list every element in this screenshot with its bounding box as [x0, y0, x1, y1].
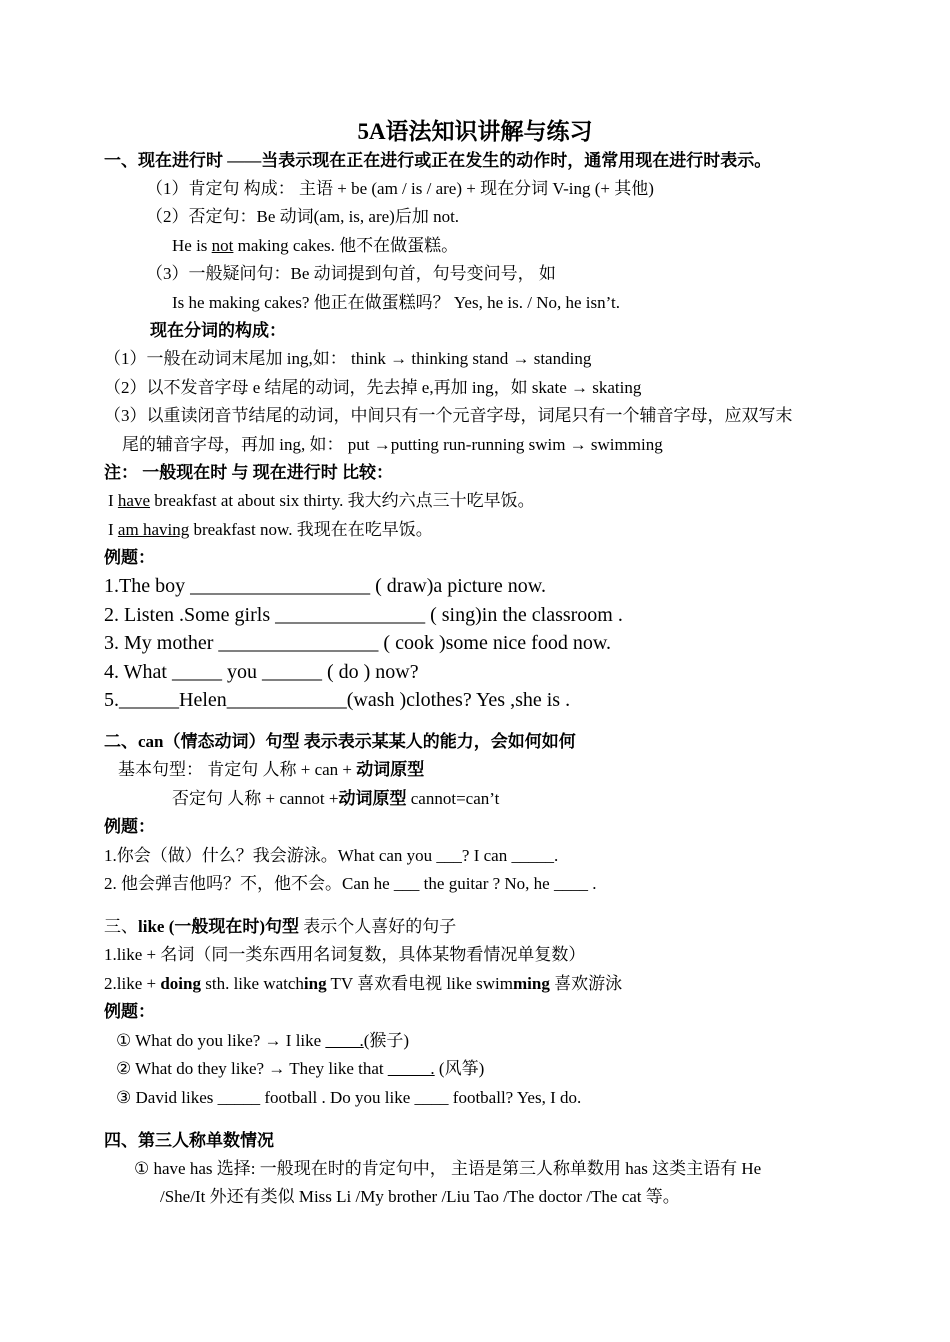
section2-heading: 二、can（情态动词）句型 表示表示某某人的能力，会如何如何 [104, 732, 576, 751]
examples-label-3: 例题： [104, 1002, 155, 1021]
negative-example: He is not making cakes. 他不在做蛋糕。 [172, 236, 459, 255]
like-exercise-3: ③ David likes _____ football . Do you like ____ football? Yes, I do. [116, 1088, 582, 1107]
can-exercise-1: 1.你会（做）什么？我会游泳。What can you ___? I can _____. [104, 846, 559, 865]
participle-rule-3b: 尾的辅音字母，再加 ing, 如： put →putting run-running swim → swimming [122, 435, 663, 454]
participle-rule-3a: （3）以重读闭音节结尾的动词，中间只有一个元音字母，词尾只有一个辅音字母，应双写末 [104, 406, 793, 425]
participle-rule-1: （1）一般在动词末尾加 ing,如： think → thinking stand → standing [104, 349, 592, 368]
participle-rule-2: （2）以不发音字母 e 结尾的动词，先去掉 e,再加 ing，如 skate → skating [104, 378, 642, 397]
examples-label-1: 例题： [104, 548, 155, 567]
like-rule-2: 2.like + doing sth. like watching TV 喜欢看电视 like swimming 喜欢游泳 [104, 974, 623, 993]
page-title: 5A语法知识讲解与练习 [357, 119, 593, 144]
examples-label-2: 例题： [104, 817, 155, 836]
compare-example-1: I have breakfast at about six thirty. 我大约六点三十吃早饭。 [108, 491, 535, 510]
can-negative-pattern: 否定句 人称 + cannot +动词原型 cannot=can’t [172, 789, 500, 808]
exercise-4: 4. What _____ you ______ ( do ) now? [104, 661, 419, 683]
exercise-2: 2. Listen .Some girls _______________ ( sing)in the classroom . [104, 604, 623, 626]
question-example: Is he making cakes? 他正在做蛋糕吗？ Yes, he is. / No, he isn’t. [172, 293, 620, 312]
section1-heading: 一、现在进行时 ——当表示现在正在进行或正在发生的动作时，通常用现在进行时表示。 [104, 151, 772, 170]
participle-heading: 现在分词的构成： [150, 321, 286, 340]
exercise-3: 3. My mother ________________ ( cook )some nice food now. [104, 632, 611, 654]
third-person-rule-1: ① have has 选择: 一般现在时的肯定句中， 主语是第三人称单数用 has 这类主语有 He [134, 1159, 762, 1178]
exercise-1: 1.The boy __________________ ( draw)a picture now. [104, 575, 546, 597]
section3-heading: 三、like (一般现在时)句型 表示个人喜好的句子 [104, 917, 457, 936]
section4-heading: 四、第三人称单数情况 [104, 1131, 274, 1150]
like-exercise-1: ① What do you like? → I like ____.(猴子) [116, 1031, 410, 1050]
like-exercise-2: ② What do they like? → They like that _____. (风筝) [116, 1059, 485, 1078]
can-exercise-2: 2. 他会弹吉他吗？不，他不会。Can he ___ the guitar ? No, he ____ . [104, 874, 597, 893]
can-basic-pattern: 基本句型： 肯定句 人称 + can + 动词原型 [118, 760, 425, 779]
rule-affirmative: （1）肯定句 构成： 主语 + be (am / is / are) + 现在分词 V-ing (+ 其他) [146, 179, 654, 198]
rule-negative: （2）否定句：Be 动词(am, is, are)后加 not. [146, 207, 460, 226]
like-rule-1: 1.like + 名词（同一类东西用名词复数，具体某物看情况单复数） [104, 945, 586, 964]
rule-question: （3）一般疑问句：Be 动词提到句首，句号变问号， 如 [146, 264, 556, 283]
note-heading: 注： 一般现在时 与 现在进行时 比较： [104, 463, 393, 482]
third-person-rule-2: /She/It 外还有类似 Miss Li /My brother /Liu Tao /The doctor /The cat 等。 [160, 1187, 680, 1206]
compare-example-2: I am having breakfast now. 我现在在吃早饭。 [108, 520, 433, 539]
exercise-5: 5.______Helen____________(wash )clothes? Yes ,she is . [104, 689, 571, 711]
